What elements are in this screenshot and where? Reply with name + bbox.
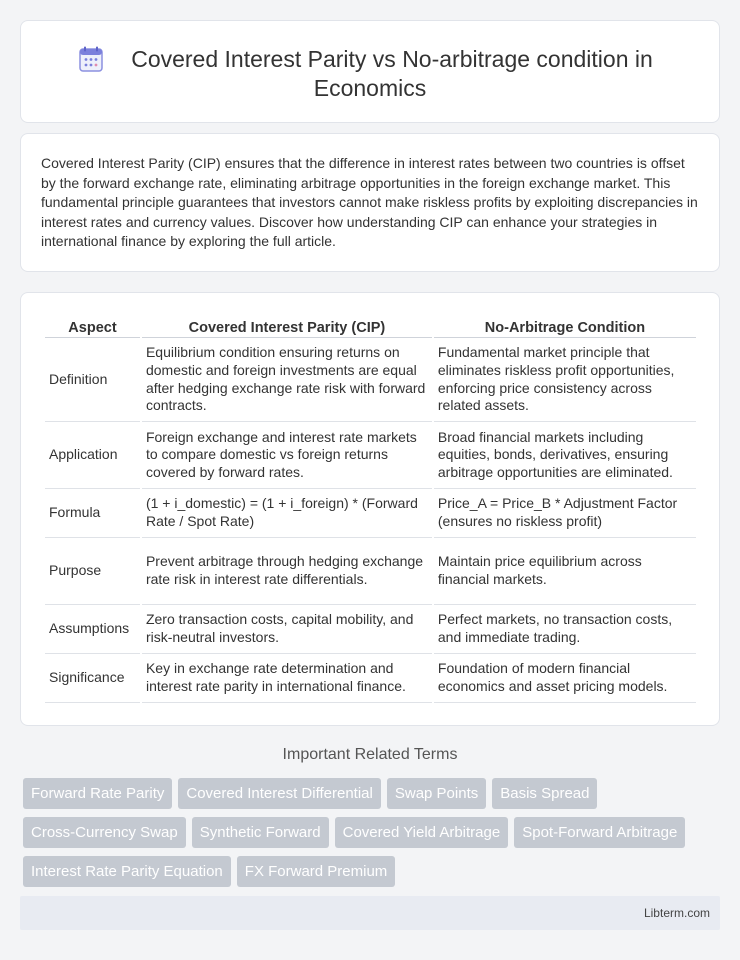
- cip-cell: Zero transaction costs, capital mobility, and risk-neutral investors.: [142, 605, 432, 654]
- page-title: [21, 45, 719, 103]
- no-arbitrage-cell: Fundamental market principle that eliminates riskless profit opportunities, enforcing price consistency across related assets.: [434, 338, 696, 422]
- comparison-table-card: [20, 292, 720, 726]
- header-no-arbitrage: No-Arbitrage Condition: [434, 316, 696, 338]
- cip-cell: (1 + i_domestic) = (1 + i_foreign) * (Forward Rate / Spot Rate): [142, 489, 432, 538]
- page-title-line2: Economics: [313, 75, 427, 101]
- related-term-tag[interactable]: FX Forward Premium: [237, 856, 396, 887]
- page-title-line1: Covered Interest Parity vs No-arbitrage condition in: [131, 46, 653, 72]
- table-row: [45, 489, 696, 538]
- no-arbitrage-cell: Price_A = Price_B * Adjustment Factor (ensures no riskless profit): [434, 489, 696, 538]
- comparison-table: [43, 316, 698, 703]
- related-term-tag[interactable]: Forward Rate Parity: [23, 778, 172, 809]
- no-arbitrage-cell: Perfect markets, no transaction costs, and immediate trading.: [434, 605, 696, 654]
- related-term-tag[interactable]: Synthetic Forward: [192, 817, 329, 848]
- table-row: [45, 422, 696, 489]
- aspect-cell: Application: [45, 422, 140, 489]
- cip-cell: Foreign exchange and interest rate markets to compare domestic vs foreign returns covered by forward rates.: [142, 422, 432, 489]
- related-terms-title: Important Related Terms: [282, 746, 458, 763]
- no-arbitrage-cell: Maintain price equilibrium across financial markets.: [434, 538, 696, 605]
- table-row: [45, 338, 696, 422]
- table-row: [45, 538, 696, 605]
- intro-card: [20, 133, 720, 272]
- aspect-cell: Formula: [45, 489, 140, 538]
- cip-cell: Key in exchange rate determination and interest rate parity in international finance.: [142, 654, 432, 703]
- table-row: [45, 605, 696, 654]
- table-row: [45, 654, 696, 703]
- footer: [20, 896, 720, 930]
- related-term-tag[interactable]: Spot-Forward Arbitrage: [514, 817, 685, 848]
- related-term-tag[interactable]: Covered Yield Arbitrage: [335, 817, 509, 848]
- related-terms-list: [20, 776, 720, 893]
- cip-cell: Equilibrium condition ensuring returns on domestic and foreign investments are equal after hedging exchange rate risk with forward contracts.: [142, 338, 432, 422]
- related-term-tag[interactable]: Interest Rate Parity Equation: [23, 856, 231, 887]
- related-term-tag[interactable]: Swap Points: [387, 778, 486, 809]
- intro-paragraph: Covered Interest Parity (CIP) ensures that the difference in interest rates between two countries is offset by the forward exchange rate, eliminating arbitrage opportunities in the foreign exchange market. This fundamental principle guarantees that investors cannot make riskless profits by exploiting discrepancies in interest rates and currency values. Discover how understanding CIP can enhance your strategies in international finance by exploring the full article.: [41, 155, 698, 250]
- aspect-cell: Definition: [45, 338, 140, 422]
- table-header-row: [45, 316, 696, 338]
- related-term-tag[interactable]: Basis Spread: [492, 778, 597, 809]
- aspect-cell: Significance: [45, 654, 140, 703]
- title-card: [20, 20, 720, 123]
- footer-site-link[interactable]: Libterm.com: [643, 906, 710, 920]
- aspect-cell: Purpose: [45, 538, 140, 605]
- no-arbitrage-cell: Broad financial markets including equities, bonds, derivatives, ensuring arbitrage opportunities are eliminated.: [434, 422, 696, 489]
- aspect-cell: Assumptions: [45, 605, 140, 654]
- header-cip: Covered Interest Parity (CIP): [142, 316, 432, 338]
- header-aspect: Aspect: [45, 316, 140, 338]
- related-term-tag[interactable]: Covered Interest Differential: [178, 778, 380, 809]
- related-term-tag[interactable]: Cross-Currency Swap: [23, 817, 186, 848]
- cip-cell: Prevent arbitrage through hedging exchange rate risk in interest rate differentials.: [142, 538, 432, 605]
- no-arbitrage-cell: Foundation of modern financial economics and asset pricing models.: [434, 654, 696, 703]
